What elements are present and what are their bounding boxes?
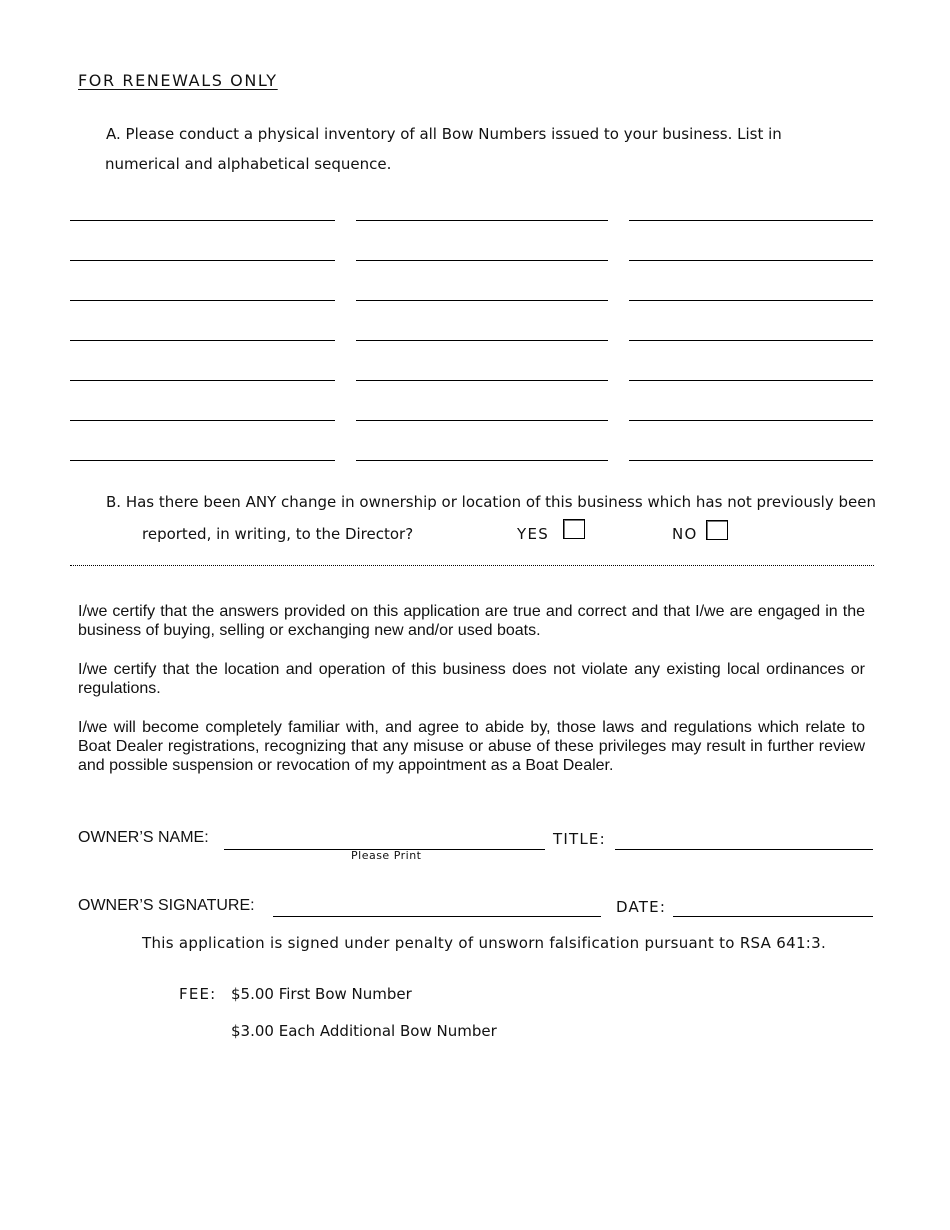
title-label: TITLE: (553, 830, 606, 848)
bow-number-field[interactable] (629, 300, 873, 301)
bow-number-field[interactable] (629, 340, 873, 341)
question-b-text-continued: reported, in writing, to the Director? (142, 525, 414, 543)
penalty-statement: This application is signed under penalty of unsworn falsification pursuant to RSA 641:3. (142, 934, 827, 952)
section-divider (70, 565, 874, 566)
bow-number-field[interactable] (629, 460, 873, 461)
question-a-text: A. Please conduct a physical inventory of all Bow Numbers issued to your business. List in (106, 125, 782, 143)
date-label: DATE: (616, 898, 667, 916)
bow-number-field[interactable] (356, 260, 608, 261)
certification-paragraph-3: I/we will become completely familiar with, and agree to abide by, those laws and regulations which relate to Boat Dealer registrations, recognizing that any misuse or abuse of these privileges may result in further review and possible suspension or revocation of my appointment as a Boat Dealer. (78, 719, 865, 774)
bow-number-field[interactable] (70, 340, 335, 341)
fee-label: FEE: (179, 985, 217, 1003)
owner-signature-label: OWNER’S SIGNATURE: (78, 897, 255, 914)
yes-label: YES (517, 525, 550, 543)
bow-number-field[interactable] (70, 460, 335, 461)
title-field[interactable] (615, 849, 873, 850)
certification-paragraph-1: I/we certify that the answers provided on this application are true and correct and that I/we are engaged in the business of buying, selling or exchanging new and/or used boats. (78, 603, 865, 639)
bow-number-field[interactable] (70, 420, 335, 421)
owner-name-label: OWNER’S NAME: (78, 829, 209, 846)
bow-number-field[interactable] (356, 380, 608, 381)
bow-number-field[interactable] (70, 380, 335, 381)
bow-number-field[interactable] (70, 220, 335, 221)
bow-number-field[interactable] (70, 260, 335, 261)
bow-number-field[interactable] (356, 300, 608, 301)
date-field[interactable] (673, 916, 873, 917)
bow-number-field[interactable] (629, 420, 873, 421)
owner-signature-field[interactable] (273, 916, 601, 917)
bow-number-field[interactable] (356, 420, 608, 421)
bow-number-field[interactable] (356, 340, 608, 341)
bow-number-field[interactable] (356, 220, 608, 221)
certification-paragraph-2: I/we certify that the location and operation of this business does not violate any existing local ordinances or regulations. (78, 661, 865, 697)
fee-first-bow-number: $5.00 First Bow Number (231, 985, 412, 1003)
owner-name-hint: Please Print (351, 849, 422, 862)
bow-number-field[interactable] (70, 300, 335, 301)
bow-number-field[interactable] (629, 380, 873, 381)
no-label: NO (672, 525, 698, 543)
bow-number-field[interactable] (356, 460, 608, 461)
no-checkbox[interactable] (706, 520, 728, 540)
bow-number-field[interactable] (629, 260, 873, 261)
yes-checkbox[interactable] (563, 519, 585, 539)
section-title: FOR RENEWALS ONLY (78, 71, 278, 90)
fee-additional-bow-number: $3.00 Each Additional Bow Number (231, 1022, 497, 1040)
bow-number-field[interactable] (629, 220, 873, 221)
question-b-text: B. Has there been ANY change in ownership or location of this business which has not previously been (106, 493, 876, 511)
question-a-text-continued: numerical and alphabetical sequence. (105, 155, 392, 173)
